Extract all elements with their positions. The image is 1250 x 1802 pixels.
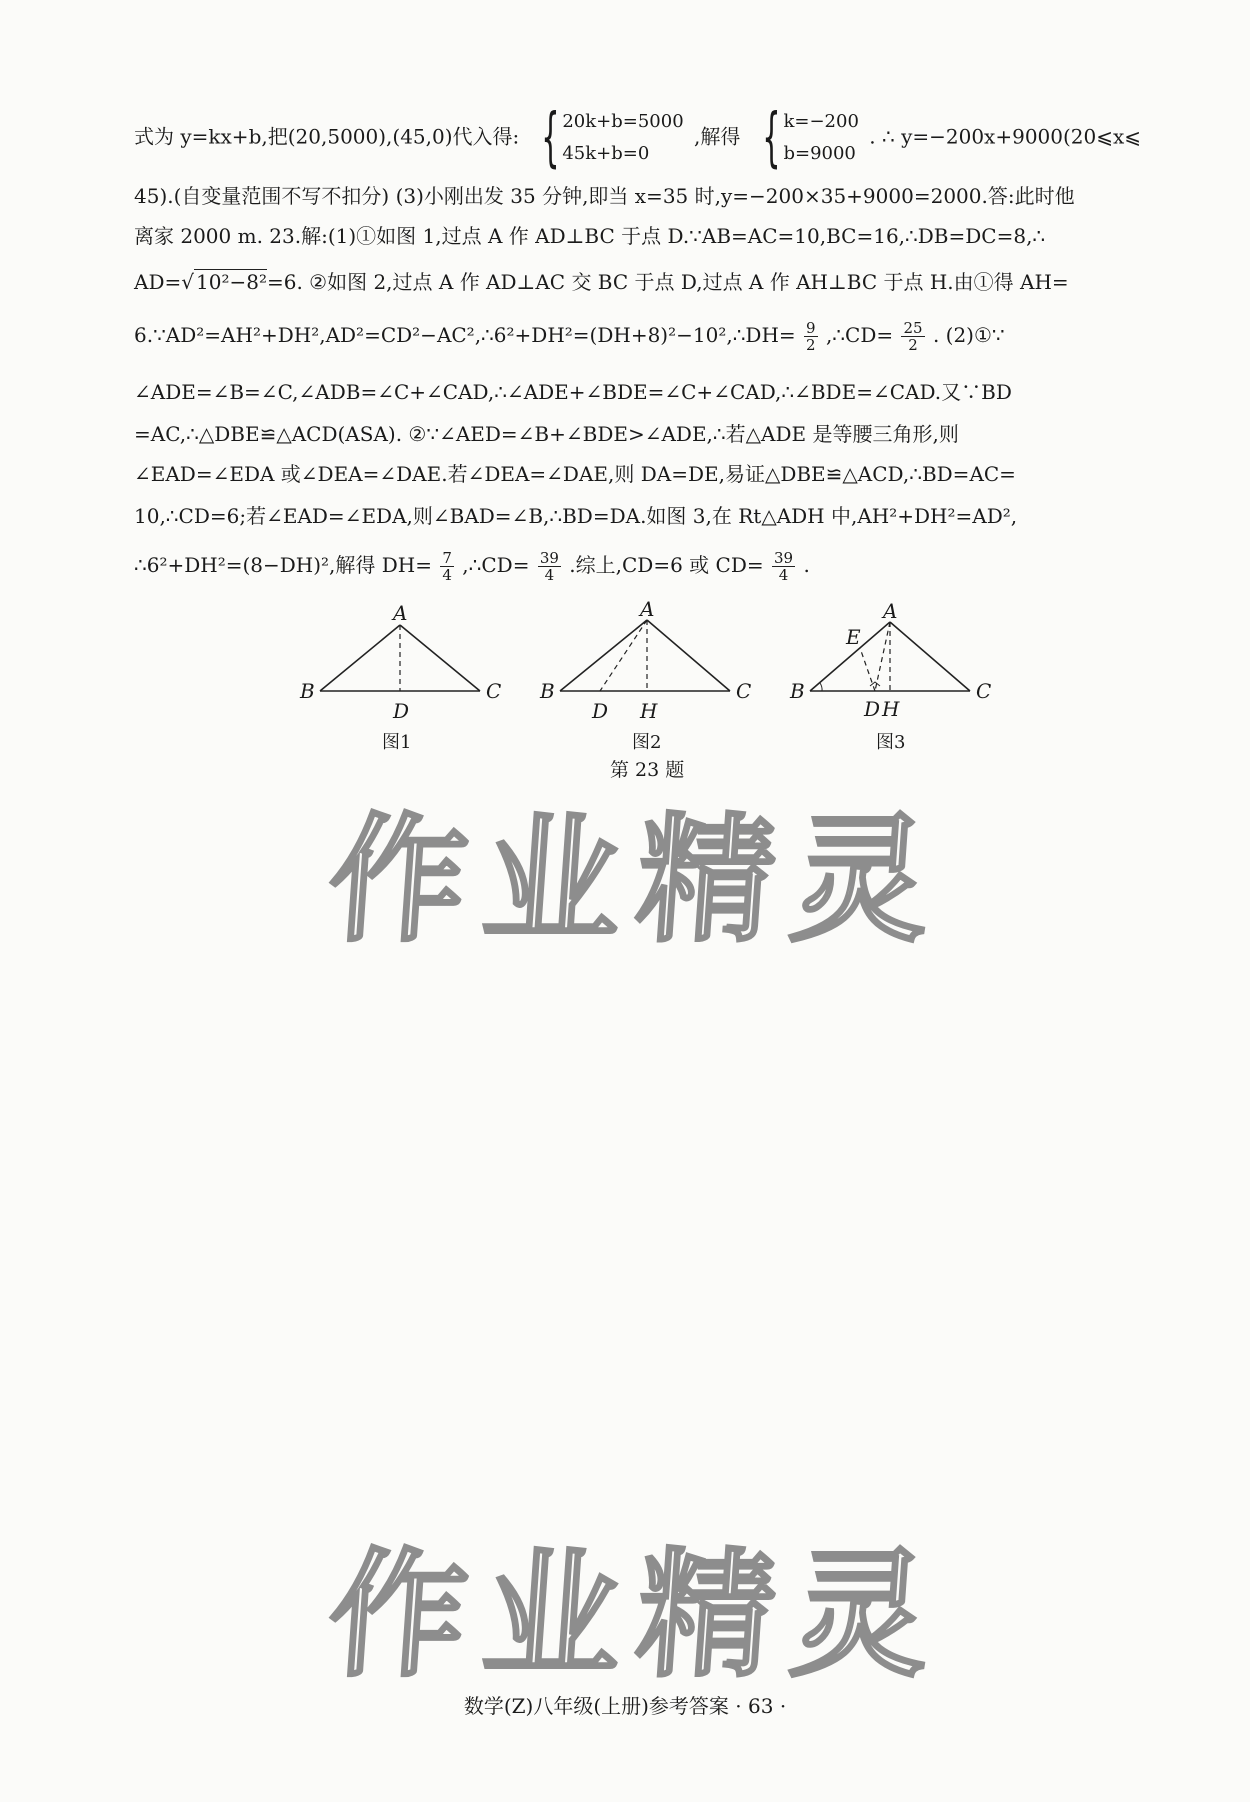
fraction: $\frac{39}{4}$	[539, 549, 559, 584]
figures-23	[290, 600, 1010, 780]
text-line-3: 离家 2000 m. 23.解:(1)①如图 1,过点 A 作 AD⊥BC 于点 D.∵AB=AC=10,BC=16,∴DB=DC=8,∴	[134, 224, 1046, 248]
text-line-6: ∠ADE=∠B=∠C,∠ADB=∠C+∠CAD,∴∠ADE+∠BDE=∠C+∠CAD,∴∠BDE=∠CAD.又∵BD	[134, 380, 1012, 404]
label-d: D	[393, 699, 410, 723]
text-segment: ,∴CD=	[462, 553, 530, 577]
figure-3	[789, 600, 991, 753]
figure-group-caption: 第 23 题	[610, 759, 685, 780]
text-segment: ∴6²+DH²=(8−DH)²,解得 DH=	[134, 553, 433, 577]
fraction: $\frac{39}{4}$	[774, 549, 794, 584]
equation: 45k+b=0	[562, 143, 650, 164]
label-a: A	[883, 600, 898, 623]
text-segment: AD=	[134, 270, 182, 294]
caption-fig3: 图3	[876, 732, 906, 753]
caption-fig1: 图1	[382, 732, 412, 753]
text-segment: .	[803, 553, 810, 577]
label-c: C	[486, 679, 502, 703]
figure-2	[539, 600, 751, 753]
label-b: B	[540, 679, 555, 703]
text-line-4: AD=√ 10²−8²=6. ②如图 2,过点 A 作 AD⊥AC 交 BC 于点 D,过点 A 作 AH⊥BC 于点 H.由①得 AH=	[134, 270, 1069, 294]
label-c: C	[976, 679, 992, 703]
text-segment: =6. ②如图 2,过点 A 作 AD⊥AC 交 BC 于点 D,过点 A 作 AH⊥BC 于点 H.由①得 AH=	[266, 270, 1069, 294]
label-e: E	[846, 625, 861, 649]
equation: k=−200	[783, 111, 859, 132]
page-footer: 数学(Z)八年级(上册)参考答案 · 63 ·	[463, 1694, 787, 1718]
square-root: 10²−8²	[196, 270, 267, 294]
figure-1	[299, 601, 501, 753]
label-a: A	[640, 600, 655, 621]
text-segment: .综上,CD=6 或 CD=	[569, 553, 764, 577]
text-segment: ,解得	[694, 124, 741, 149]
text-line-5	[134, 320, 1164, 353]
label-h: H	[882, 697, 900, 721]
equation: b=9000	[783, 143, 856, 164]
text-segment: ,∴CD=	[825, 323, 894, 347]
label-d: D	[592, 699, 609, 723]
label-a: A	[393, 601, 408, 625]
watermark-top: 作业精灵	[323, 800, 951, 961]
text-line-8: ∠EAD=∠EDA 或∠DEA=∠DAE.若∠DEA=∠DAE,则 DA=DE,易证△DBE≌△ACD,∴BD=AC=	[134, 462, 1016, 486]
caption-fig2: 图2	[632, 732, 662, 753]
text-line-1	[134, 101, 1164, 175]
fraction: $\frac{7}{4}$	[442, 549, 452, 584]
label-b: B	[790, 679, 805, 703]
equation: 20k+b=5000	[562, 111, 684, 132]
label-h: H	[640, 699, 658, 723]
text-line-7: =AC,∴△DBE≌△ACD(ASA). ②∵∠AED=∠B+∠BDE>∠ADE,∴若△ADE 是等腰三角形,则	[134, 422, 959, 446]
label-b: B	[300, 679, 315, 703]
text-line-2: 45).(自变量范围不写不扣分) (3)小刚出发 35 分钟,即当 x=35 时,y=−200×35+9000=2000.答:此时他	[134, 184, 1075, 208]
text-segment: . ∴ y=−200x+9000(20⩽x⩽	[869, 124, 1142, 149]
fraction: $\frac{9}{2}$	[806, 319, 816, 354]
text-segment: 式为 y=kx+b,把(20,5000),(45,0)代入得:	[134, 124, 520, 149]
text-segment: . (2)①∵	[932, 323, 1005, 347]
equation-system-2: { k=−200 b=9000	[761, 101, 859, 175]
watermark-bottom: 作业精灵	[323, 1535, 951, 1696]
text-line-10	[134, 550, 1164, 583]
fraction: $\frac{25}{2}$	[903, 319, 923, 354]
label-c: C	[736, 679, 752, 703]
text-line-9: 10,∴CD=6;若∠EAD=∠EDA,则∠BAD=∠B,∴BD=DA.如图 3,在 Rt△ADH 中,AH²+DH²=AD²,	[134, 504, 1018, 528]
equation-system-1: { 20k+b=5000 45k+b=0	[540, 101, 684, 175]
text-segment: 6.∵AD²=AH²+DH²,AD²=CD²−AC²,∴6²+DH²=(DH+8)²−10²,∴DH=	[134, 323, 796, 347]
label-d: D	[864, 697, 881, 721]
